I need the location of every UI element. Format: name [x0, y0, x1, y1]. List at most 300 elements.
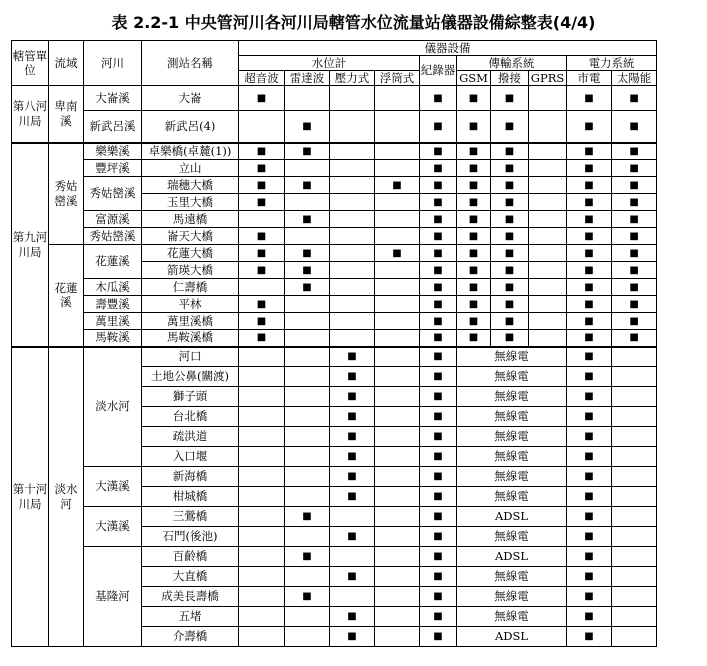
mark-cell: ■	[420, 245, 457, 262]
mark-cell: ■	[567, 177, 612, 194]
mark-cell	[375, 313, 420, 330]
mark-cell: ■	[491, 86, 529, 111]
mark-cell: ■	[239, 330, 285, 347]
mark-cell	[239, 111, 285, 143]
mark-cell: ■	[567, 427, 612, 447]
mark-cell	[375, 487, 420, 507]
river-cell: 富源溪	[84, 211, 142, 228]
table-header	[12, 41, 657, 86]
mark-cell: ■	[567, 407, 612, 427]
basin-cell: 卑南溪	[49, 86, 84, 143]
table-row	[12, 211, 657, 228]
mark-cell: ■	[491, 111, 529, 143]
mark-cell	[330, 143, 375, 160]
mark-cell: ■	[567, 330, 612, 347]
river-cell: 新武呂溪	[84, 111, 142, 143]
mark-cell: ■	[285, 262, 330, 279]
mark-cell: ■	[420, 211, 457, 228]
station-cell: 馬遠橋	[142, 211, 239, 228]
mark-cell	[375, 160, 420, 177]
mark-cell: ■	[491, 143, 529, 160]
mark-cell: ■	[567, 447, 612, 467]
table-row	[12, 467, 657, 487]
table-row	[12, 143, 657, 160]
mark-cell	[330, 330, 375, 347]
mark-cell: ■	[285, 279, 330, 296]
river-cell: 淡水河	[84, 347, 142, 467]
header-unit: 轄管單位	[12, 41, 49, 86]
header-col: 太陽能	[612, 71, 657, 86]
mark-cell	[330, 507, 375, 527]
mark-cell: ■	[612, 279, 657, 296]
header-equipment: 儀器設備	[239, 41, 657, 56]
mark-cell	[330, 177, 375, 194]
mark-cell: ■	[420, 279, 457, 296]
mark-cell: ■	[285, 211, 330, 228]
mark-cell: ■	[612, 194, 657, 211]
mark-cell: ■	[420, 330, 457, 347]
basin-cell: 花蓮溪	[49, 245, 84, 347]
station-cell: 立山	[142, 160, 239, 177]
mark-cell: ■	[567, 567, 612, 587]
mark-cell: ■	[567, 367, 612, 387]
header-col: GPRS	[529, 71, 567, 86]
mark-cell	[375, 194, 420, 211]
mark-cell: ■	[567, 211, 612, 228]
station-cell: 崙天大橋	[142, 228, 239, 245]
mark-cell: ■	[612, 228, 657, 245]
mark-cell: ■	[612, 111, 657, 143]
mark-cell	[285, 330, 330, 347]
mark-cell: ■	[457, 313, 491, 330]
mark-cell	[612, 607, 657, 627]
mark-cell: ■	[457, 262, 491, 279]
mark-cell	[330, 111, 375, 143]
transmission-text: 無線電	[457, 407, 567, 427]
mark-cell: ■	[420, 507, 457, 527]
mark-cell	[375, 427, 420, 447]
mark-cell	[239, 367, 285, 387]
mark-cell: ■	[330, 387, 375, 407]
mark-cell: ■	[457, 279, 491, 296]
mark-cell	[239, 279, 285, 296]
table-row	[12, 279, 657, 296]
mark-cell	[529, 177, 567, 194]
station-cell: 平林	[142, 296, 239, 313]
mark-cell: ■	[457, 194, 491, 211]
mark-cell: ■	[420, 86, 457, 111]
station-cell: 三鶯橋	[142, 507, 239, 527]
mark-cell	[375, 607, 420, 627]
mark-cell: ■	[491, 211, 529, 228]
mark-cell: ■	[457, 296, 491, 313]
station-cell: 疏洪道	[142, 427, 239, 447]
mark-cell: ■	[491, 330, 529, 347]
mark-cell	[529, 279, 567, 296]
mark-cell: ■	[567, 527, 612, 547]
station-cell: 卓樂橋(卓麓(1))	[142, 143, 239, 160]
mark-cell	[375, 447, 420, 467]
mark-cell	[239, 547, 285, 567]
mark-cell: ■	[420, 607, 457, 627]
mark-cell	[285, 194, 330, 211]
mark-cell	[239, 487, 285, 507]
station-cell: 百齡橋	[142, 547, 239, 567]
mark-cell: ■	[420, 262, 457, 279]
mark-cell: ■	[239, 313, 285, 330]
mark-cell: ■	[285, 111, 330, 143]
mark-cell	[612, 387, 657, 407]
transmission-text: ADSL	[457, 507, 567, 527]
river-cell: 大崙溪	[84, 86, 142, 111]
mark-cell	[239, 427, 285, 447]
mark-cell: ■	[567, 245, 612, 262]
mark-cell: ■	[567, 627, 612, 647]
mark-cell: ■	[612, 245, 657, 262]
mark-cell	[239, 467, 285, 487]
river-cell: 樂樂溪	[84, 143, 142, 160]
mark-cell	[285, 313, 330, 330]
mark-cell	[612, 487, 657, 507]
mark-cell	[375, 111, 420, 143]
mark-cell: ■	[420, 387, 457, 407]
mark-cell: ■	[330, 427, 375, 447]
mark-cell: ■	[330, 447, 375, 467]
mark-cell: ■	[285, 177, 330, 194]
mark-cell: ■	[420, 587, 457, 607]
transmission-text: 無線電	[457, 447, 567, 467]
mark-cell: ■	[567, 467, 612, 487]
mark-cell: ■	[420, 160, 457, 177]
mark-cell: ■	[330, 467, 375, 487]
mark-cell	[529, 194, 567, 211]
mark-cell: ■	[420, 347, 457, 367]
mark-cell	[330, 587, 375, 607]
mark-cell	[612, 447, 657, 467]
mark-cell: ■	[612, 160, 657, 177]
mark-cell: ■	[567, 587, 612, 607]
mark-cell: ■	[612, 313, 657, 330]
transmission-text: 無線電	[457, 367, 567, 387]
transmission-text: ADSL	[457, 627, 567, 647]
station-cell: 新武呂(4)	[142, 111, 239, 143]
mark-cell: ■	[457, 211, 491, 228]
mark-cell	[375, 567, 420, 587]
mark-cell: ■	[239, 177, 285, 194]
mark-cell	[612, 427, 657, 447]
mark-cell: ■	[330, 407, 375, 427]
mark-cell: ■	[420, 111, 457, 143]
mark-cell: ■	[567, 607, 612, 627]
transmission-text: 無線電	[457, 607, 567, 627]
station-cell: 萬里溪橋	[142, 313, 239, 330]
mark-cell	[375, 211, 420, 228]
transmission-text: 無線電	[457, 487, 567, 507]
header-recorder: 紀錄器	[420, 56, 457, 86]
mark-cell	[330, 211, 375, 228]
mark-cell: ■	[330, 607, 375, 627]
mark-cell	[285, 160, 330, 177]
mark-cell	[285, 387, 330, 407]
river-cell: 大漢溪	[84, 467, 142, 507]
mark-cell	[529, 143, 567, 160]
mark-cell	[239, 587, 285, 607]
mark-cell: ■	[285, 507, 330, 527]
mark-cell	[375, 367, 420, 387]
equipment-table	[11, 40, 657, 647]
table-row	[12, 330, 657, 347]
mark-cell	[330, 245, 375, 262]
mark-cell	[285, 567, 330, 587]
mark-cell	[529, 313, 567, 330]
mark-cell	[285, 467, 330, 487]
mark-cell	[239, 407, 285, 427]
transmission-text: 無線電	[457, 387, 567, 407]
header-col: GSM	[457, 71, 491, 86]
mark-cell	[330, 313, 375, 330]
mark-cell: ■	[420, 143, 457, 160]
mark-cell: ■	[457, 86, 491, 111]
mark-cell: ■	[457, 228, 491, 245]
station-cell: 仁壽橋	[142, 279, 239, 296]
mark-cell: ■	[612, 86, 657, 111]
mark-cell	[285, 228, 330, 245]
mark-cell: ■	[330, 527, 375, 547]
mark-cell	[285, 367, 330, 387]
mark-cell	[375, 507, 420, 527]
header-river: 河川	[84, 41, 142, 86]
mark-cell	[375, 467, 420, 487]
mark-cell	[239, 567, 285, 587]
mark-cell: ■	[420, 296, 457, 313]
mark-cell: ■	[491, 228, 529, 245]
table-row	[12, 177, 657, 194]
mark-cell	[330, 262, 375, 279]
mark-cell: ■	[612, 177, 657, 194]
mark-cell: ■	[420, 547, 457, 567]
mark-cell: ■	[239, 143, 285, 160]
mark-cell	[239, 627, 285, 647]
header-col: 市電	[567, 71, 612, 86]
mark-cell: ■	[567, 313, 612, 330]
mark-cell: ■	[491, 177, 529, 194]
mark-cell	[375, 143, 420, 160]
mark-cell: ■	[330, 627, 375, 647]
mark-cell: ■	[567, 487, 612, 507]
table-body	[12, 86, 657, 647]
station-cell: 大崙	[142, 86, 239, 111]
mark-cell: ■	[612, 296, 657, 313]
table-row	[12, 86, 657, 111]
mark-cell	[375, 527, 420, 547]
mark-cell	[375, 587, 420, 607]
river-cell: 萬里溪	[84, 313, 142, 330]
mark-cell	[375, 347, 420, 367]
mark-cell: ■	[420, 367, 457, 387]
mark-cell: ■	[567, 347, 612, 367]
station-cell: 大直橋	[142, 567, 239, 587]
basin-cell: 淡水河	[49, 347, 84, 647]
mark-cell	[375, 407, 420, 427]
mark-cell: ■	[457, 160, 491, 177]
transmission-text: 無線電	[457, 467, 567, 487]
mark-cell: ■	[491, 160, 529, 177]
mark-cell	[330, 279, 375, 296]
mark-cell: ■	[239, 86, 285, 111]
mark-cell: ■	[567, 160, 612, 177]
station-cell: 石門(後池)	[142, 527, 239, 547]
mark-cell	[375, 262, 420, 279]
river-cell: 壽豐溪	[84, 296, 142, 313]
mark-cell	[330, 547, 375, 567]
station-cell: 新海橋	[142, 467, 239, 487]
table-row	[12, 111, 657, 143]
station-cell: 瑞穗大橋	[142, 177, 239, 194]
mark-cell: ■	[420, 627, 457, 647]
mark-cell: ■	[375, 177, 420, 194]
mark-cell	[612, 467, 657, 487]
mark-cell: ■	[491, 245, 529, 262]
river-cell: 秀姑巒溪	[84, 228, 142, 245]
header-col: 雷達波	[285, 71, 330, 86]
mark-cell	[330, 194, 375, 211]
mark-cell	[285, 86, 330, 111]
header-col: 壓力式	[330, 71, 375, 86]
mark-cell	[285, 427, 330, 447]
mark-cell	[529, 211, 567, 228]
transmission-text: ADSL	[457, 547, 567, 567]
station-cell: 台北橋	[142, 407, 239, 427]
mark-cell	[285, 347, 330, 367]
mark-cell	[239, 347, 285, 367]
river-cell: 大漢溪	[84, 507, 142, 547]
mark-cell: ■	[491, 262, 529, 279]
river-cell: 基隆河	[84, 547, 142, 647]
mark-cell	[375, 296, 420, 313]
mark-cell: ■	[330, 487, 375, 507]
mark-cell: ■	[285, 143, 330, 160]
mark-cell	[612, 587, 657, 607]
mark-cell	[285, 407, 330, 427]
mark-cell: ■	[285, 547, 330, 567]
header-col: 撥接	[491, 71, 529, 86]
river-cell: 豐坪溪	[84, 160, 142, 177]
mark-cell	[330, 228, 375, 245]
table-row	[12, 160, 657, 177]
mark-cell: ■	[567, 279, 612, 296]
mark-cell: ■	[612, 262, 657, 279]
mark-cell	[239, 507, 285, 527]
station-cell: 五堵	[142, 607, 239, 627]
mark-cell: ■	[457, 143, 491, 160]
station-cell: 介壽橋	[142, 627, 239, 647]
mark-cell	[529, 228, 567, 245]
mark-cell	[330, 296, 375, 313]
mark-cell: ■	[239, 245, 285, 262]
mark-cell: ■	[567, 296, 612, 313]
mark-cell: ■	[567, 262, 612, 279]
header-station: 測站名稱	[142, 41, 239, 86]
mark-cell: ■	[567, 111, 612, 143]
mark-cell	[375, 547, 420, 567]
mark-cell	[529, 262, 567, 279]
mark-cell: ■	[239, 296, 285, 313]
mark-cell	[529, 245, 567, 262]
mark-cell	[330, 86, 375, 111]
mark-cell	[375, 279, 420, 296]
mark-cell	[285, 447, 330, 467]
station-cell: 入口堰	[142, 447, 239, 467]
mark-cell	[239, 211, 285, 228]
mark-cell	[612, 507, 657, 527]
station-cell: 成美長壽橋	[142, 587, 239, 607]
transmission-text: 無線電	[457, 427, 567, 447]
transmission-text: 無線電	[457, 527, 567, 547]
basin-cell: 秀姑巒溪	[49, 143, 84, 245]
mark-cell: ■	[612, 143, 657, 160]
mark-cell: ■	[420, 487, 457, 507]
mark-cell: ■	[567, 194, 612, 211]
mark-cell	[285, 296, 330, 313]
mark-cell: ■	[420, 177, 457, 194]
transmission-text: 無線電	[457, 587, 567, 607]
header-basin: 流域	[49, 41, 84, 86]
mark-cell	[375, 387, 420, 407]
mark-cell	[285, 487, 330, 507]
table-row	[12, 507, 657, 527]
header-col: 浮筒式	[375, 71, 420, 86]
mark-cell	[330, 160, 375, 177]
mark-cell: ■	[567, 547, 612, 567]
mark-cell: ■	[567, 86, 612, 111]
mark-cell	[239, 447, 285, 467]
station-cell: 箭瑛大橋	[142, 262, 239, 279]
mark-cell	[239, 387, 285, 407]
mark-cell	[612, 567, 657, 587]
mark-cell: ■	[567, 228, 612, 245]
transmission-text: 無線電	[457, 347, 567, 367]
mark-cell: ■	[420, 567, 457, 587]
mark-cell: ■	[239, 262, 285, 279]
mark-cell: ■	[457, 111, 491, 143]
mark-cell	[612, 527, 657, 547]
table-row	[12, 245, 657, 262]
mark-cell: ■	[491, 279, 529, 296]
mark-cell	[239, 527, 285, 547]
mark-cell: ■	[420, 447, 457, 467]
mark-cell: ■	[457, 177, 491, 194]
mark-cell	[529, 296, 567, 313]
mark-cell	[285, 607, 330, 627]
mark-cell	[239, 607, 285, 627]
mark-cell: ■	[457, 245, 491, 262]
mark-cell	[529, 111, 567, 143]
mark-cell	[529, 86, 567, 111]
mark-cell: ■	[330, 567, 375, 587]
station-cell: 花蓮大橋	[142, 245, 239, 262]
mark-cell: ■	[491, 194, 529, 211]
station-cell: 獅子頭	[142, 387, 239, 407]
river-cell: 木瓜溪	[84, 279, 142, 296]
mark-cell: ■	[420, 407, 457, 427]
mark-cell: ■	[285, 245, 330, 262]
table-row	[12, 313, 657, 330]
mark-cell: ■	[239, 160, 285, 177]
mark-cell	[285, 527, 330, 547]
table-row	[12, 347, 657, 367]
river-cell: 秀姑巒溪	[84, 177, 142, 211]
mark-cell: ■	[330, 367, 375, 387]
